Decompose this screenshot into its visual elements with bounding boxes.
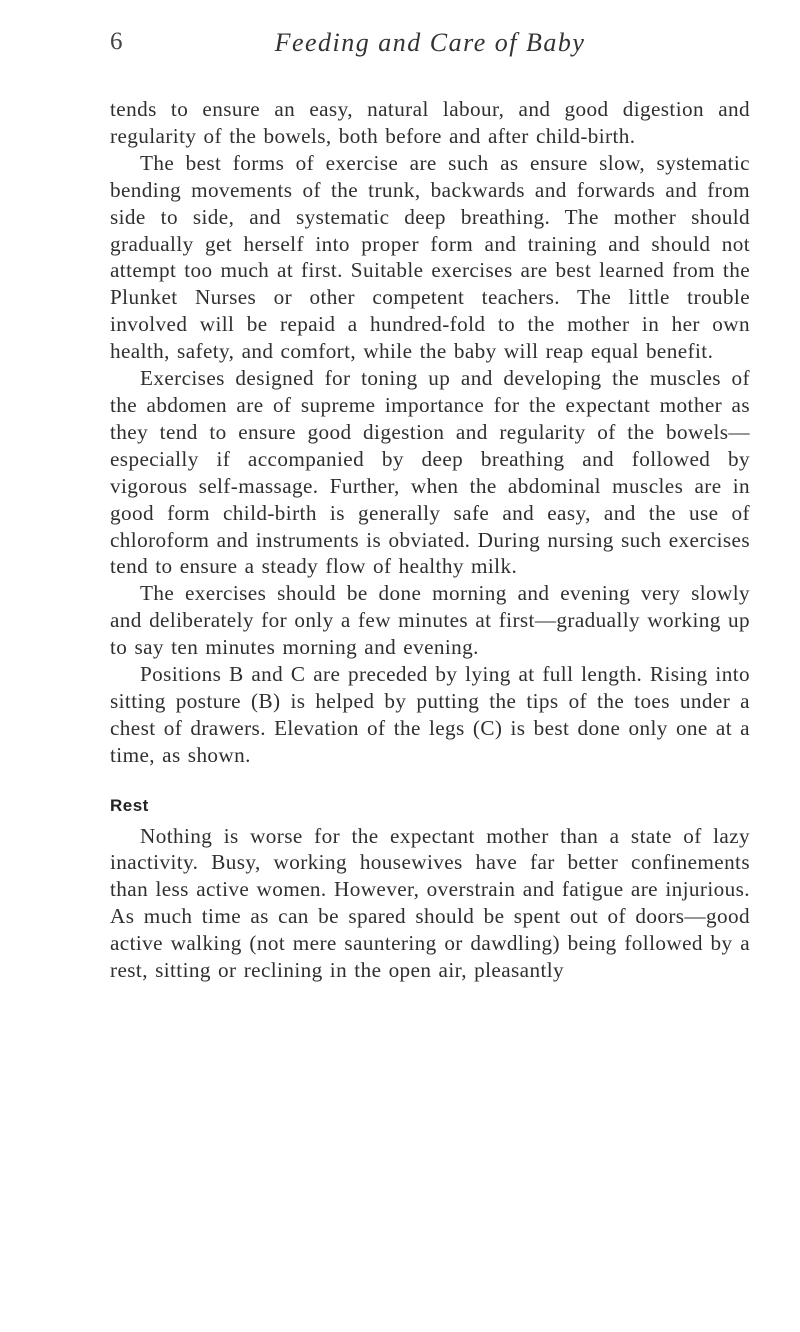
paragraph-continuation: tends to ensure an easy, natural labour, and good digestion and regularity of the bowels, both before and after child-birth. [110, 97, 750, 148]
paragraph-positions: Positions B and C are preceded by lying at full length. Rising into sitting posture (B) is helped by putting the tips of the toes under a chest of drawers. Elevation of the legs (C) is best done only one at a time, as shown. [110, 662, 750, 767]
page-number: 6 [110, 28, 123, 55]
paragraph-abdominal-exercises: Exercises designed for toning up and developing the muscles of the abdomen are of supreme importance for the expectant mother as they tend to ensure good digestion and regularity of the bowels—especially if accompanied by deep breathing and followed by vigorous self-massage. Further, when the abdominal muscles are in good form child-birth is generally safe and easy, and the use of chloroform and instruments is obviated. During nursing such exercises tend to ensure a steady flow of healthy milk. [110, 366, 750, 579]
running-title: Feeding and Care of Baby [274, 28, 586, 57]
paragraph-rest: Nothing is worse for the expectant mother than a state of lazy inactivity. Busy, working housewives have far better confinements than less active women. However, overstrain and fatigue are injurious. As much time as can be spared should be spent out of doors—good active walking (not mere sauntering or dawdling) being followed by a rest, sitting or reclining in the open air, pleasantly [110, 823, 750, 983]
paragraph-exercise-forms: The best forms of exercise are such as ensure slow, systematic bending movements of the trunk, backwards and forwards and from side to side, and systematic deep breathing. The mother should gradually get herself into proper form and training and should not attempt too much at first. Suitable exercises are best learned from the Plunket Nurses or other competent teachers. The little trouble involved will be repaid a hundred-fold to the mother in her own health, safety, and comfort, while the baby will reap equal benefit. [110, 150, 750, 364]
paragraph-exercise-timing: The exercises should be done morning and evening very slowly and deliberately for only a few minutes at first—gradually working up to say ten minutes morning and evening. [110, 581, 750, 660]
running-head [110, 28, 750, 68]
body-text [110, 96, 750, 984]
section-heading-rest: Rest [110, 795, 149, 815]
